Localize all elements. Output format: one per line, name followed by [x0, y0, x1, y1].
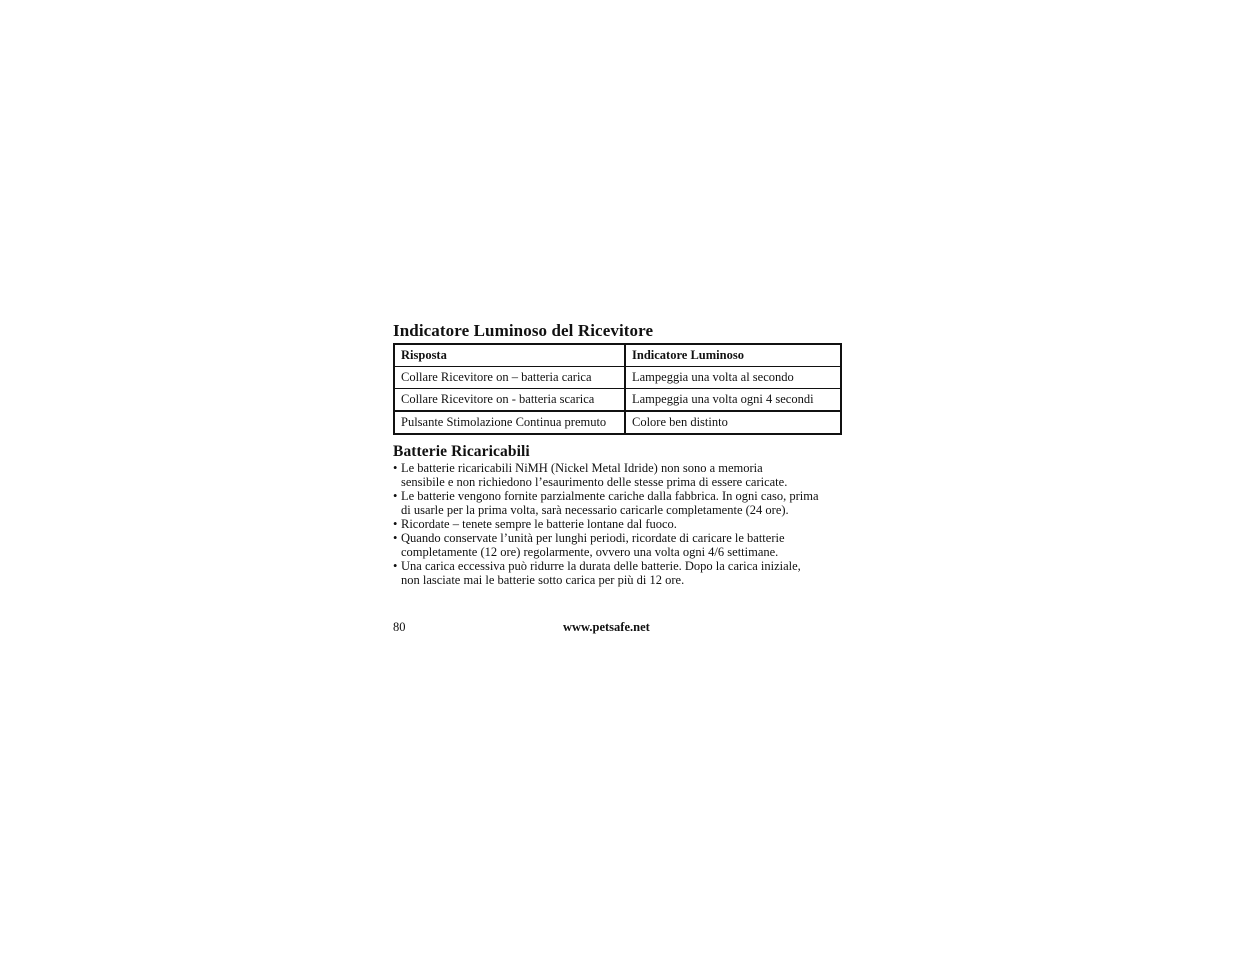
bullet-marker: • — [393, 559, 398, 573]
table-cell-response: Collare Ricevitore on – batteria carica — [394, 367, 625, 389]
list-item-line: sensibile e non richiedono l’esaurimento delle stesse prima di essere caricate. — [401, 475, 788, 489]
battery-section-title: Batterie Ricaricabili — [393, 443, 530, 460]
list-item — [393, 461, 842, 489]
table-cell-response: Pulsante Stimolazione Continua premuto — [394, 411, 625, 434]
table-header-response: Risposta — [394, 344, 625, 367]
table-header-row — [394, 344, 841, 367]
list-item — [393, 559, 842, 587]
bullet-marker: • — [393, 517, 398, 531]
list-item-line: di usarle per la prima volta, sarà necessario caricarle completamente (24 ore). — [401, 503, 789, 517]
list-item — [393, 531, 842, 559]
list-item-line: Quando conservate l’unità per lunghi periodi, ricordate di caricare le batterie — [401, 531, 785, 545]
page-number: 80 — [393, 620, 406, 634]
table-row — [394, 367, 841, 389]
table-row — [394, 411, 841, 434]
table-header-indicator: Indicatore Luminoso — [625, 344, 841, 367]
table-cell-response: Collare Ricevitore on - batteria scarica — [394, 389, 625, 412]
table-cell-indicator: Colore ben distinto — [625, 411, 841, 434]
list-item-line: Le batterie ricaricabili NiMH (Nickel Metal Idride) non sono a memoria — [401, 461, 763, 475]
list-item-line: completamente (12 ore) regolarmente, ovvero una volta ogni 4/6 settimane. — [401, 545, 779, 559]
bullet-marker: • — [393, 489, 398, 503]
indicator-section-title: Indicatore Luminoso del Ricevitore — [393, 321, 654, 340]
table-row — [394, 389, 841, 412]
table-cell-indicator: Lampeggia una volta ogni 4 secondi — [625, 389, 841, 412]
table-cell-indicator: Lampeggia una volta al secondo — [625, 367, 841, 389]
battery-bullet-list — [393, 461, 842, 587]
list-item-line: Le batterie vengono fornite parzialmente cariche dalla fabbrica. In ogni caso, prima — [401, 489, 819, 503]
bullet-marker: • — [393, 531, 398, 545]
indicator-table — [393, 343, 842, 435]
list-item — [393, 517, 842, 531]
list-item — [393, 489, 842, 517]
list-item-line: non lasciate mai le batterie sotto carica per più di 12 ore. — [401, 573, 685, 587]
list-item-line: Ricordate – tenete sempre le batterie lontane dal fuoco. — [401, 517, 677, 531]
bullet-marker: • — [393, 461, 398, 475]
manual-page — [393, 320, 842, 587]
website-url: www.petsafe.net — [563, 620, 650, 634]
list-item-line: Una carica eccessiva può ridurre la durata delle batterie. Dopo la carica iniziale, — [401, 559, 801, 573]
